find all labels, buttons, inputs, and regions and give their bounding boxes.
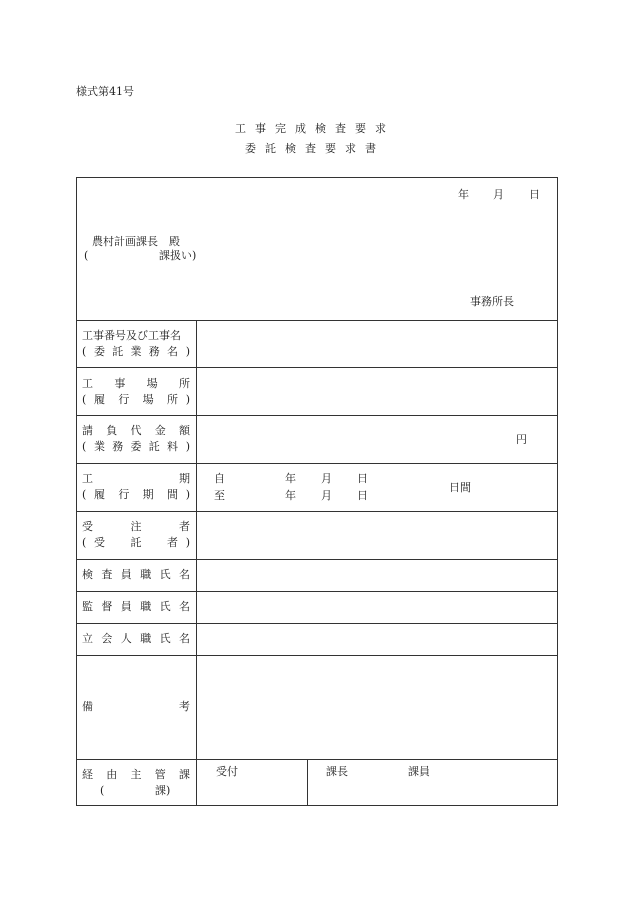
period-to-month: 月	[321, 489, 332, 502]
contractor-label: 受注者	[82, 520, 190, 533]
form-title-line1: 工事完成検査要求	[235, 122, 395, 135]
row-divider	[76, 463, 558, 464]
period-to: 至	[214, 489, 225, 502]
period-label: 工期	[82, 472, 190, 485]
witness-label: 立会人職氏名	[82, 632, 190, 645]
period-to-day: 日	[357, 489, 368, 502]
date-year: 年	[458, 188, 469, 201]
row-divider	[76, 367, 558, 368]
row-divider	[76, 655, 558, 656]
row-divider	[76, 559, 558, 560]
form-title-line2: 委託検査要求書	[245, 142, 385, 155]
column-divider	[196, 320, 197, 806]
supervisor-label: 監督員職氏名	[82, 600, 190, 613]
period-days: 日間	[449, 481, 471, 494]
period-from-year: 年	[285, 472, 296, 485]
yen-unit: 円	[516, 433, 527, 446]
row-divider	[76, 591, 558, 592]
inspector-label: 検査員職氏名	[82, 568, 190, 581]
row-divider	[76, 415, 558, 416]
period-from-month: 月	[321, 472, 332, 485]
column-divider	[307, 759, 308, 806]
remarks-label: 備考	[82, 700, 190, 713]
routing-sub-close: 課)	[155, 784, 171, 797]
addressee-sub: 課扱い)	[159, 249, 197, 262]
work-name-label: 工事番号及び工事名	[82, 329, 181, 342]
row-divider	[76, 759, 558, 760]
date-day: 日	[529, 188, 540, 201]
routing-label: 経由主管課	[82, 768, 190, 781]
period-from-day: 日	[357, 472, 368, 485]
addressee-sub-open: (	[84, 249, 89, 262]
date-month: 月	[493, 188, 504, 201]
row-divider	[76, 320, 558, 321]
form-number: 様式第41号	[76, 85, 134, 98]
row-divider	[76, 623, 558, 624]
work-place-label: 工事場所	[82, 377, 190, 390]
period-to-year: 年	[285, 489, 296, 502]
routing-sub-open: (	[100, 784, 105, 797]
staff-label: 課員	[408, 765, 430, 778]
chief-label: 課長	[326, 765, 348, 778]
received-label: 受付	[216, 765, 238, 778]
office-head: 事務所長	[470, 295, 514, 308]
period-from: 自	[214, 472, 225, 485]
addressee: 農村計画課長 殿	[92, 235, 180, 248]
contract-amount-label: 請負代金額	[82, 424, 190, 437]
row-divider	[76, 511, 558, 512]
